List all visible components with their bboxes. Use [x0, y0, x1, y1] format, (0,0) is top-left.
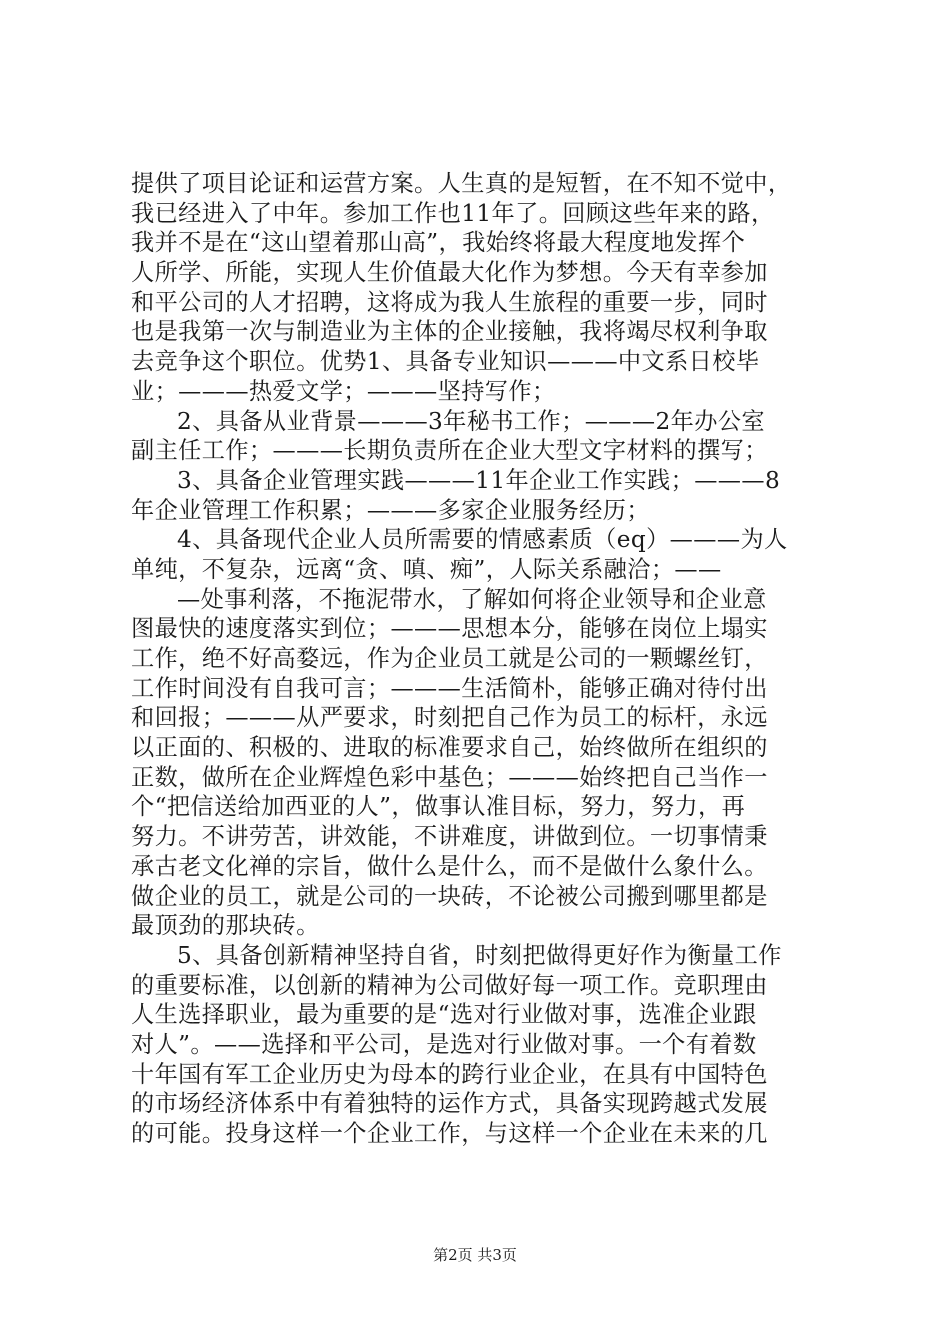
text-line: 人所学、所能，实现人生价值最大化作为梦想。今天有幸参加 [131, 259, 768, 287]
text-line: 和回报；———从严要求，时刻把自己作为员工的标杆，永远 [131, 704, 768, 732]
text-line: 工作，绝不好高婺远，作为企业员工就是公司的一颗螺丝钉， [131, 645, 768, 672]
text-line: 承古老文化禅的宗旨，做什么是什么，而不是做什么象什么。 [131, 852, 768, 880]
text-line: 和平公司的人才招聘，这将成为我人生旅程的重要一步，同时 [131, 288, 768, 316]
text-line: 提供了项目论证和运营方案。人生真的是短暂，在不知不觉中， [131, 170, 792, 197]
text-line: 人生选择职业，最为重要的是“选对行业做对事，选准企业跟 [131, 1001, 757, 1029]
text-line: 3、具备企业管理实践———11年企业工作实践；———8 [177, 466, 781, 494]
text-line: 副主任工作；———长期负责所在企业大型文字材料的撰写； [131, 437, 768, 465]
text-line: 也是我第一次与制造业为主体的企业接触，我将竭尽权利争取 [131, 318, 768, 346]
text-line: 年企业管理工作积累；———多家企业服务经历； [131, 496, 650, 524]
text-line: 2、具备从业背景———3年秘书工作；———2年办公室 [177, 407, 765, 435]
text-line: 做企业的员工，就是公司的一块砖，不论被公司搬到哪里都是 [131, 882, 768, 910]
text-line: 的可能。投身这样一个企业工作，与这样一个企业在未来的几 [131, 1120, 768, 1147]
text-line: 我并不是在“这山望着那山高”，我始终将最大程度地发挥个 [131, 229, 746, 257]
text-line: 的重要标准，以创新的精神为公司做好每一项工作。竞职理由 [131, 971, 768, 999]
text-line: 十年国有军工企业历史为母本的跨行业企业，在具有中国特色 [131, 1060, 768, 1088]
text-line: 以正面的、积极的、进取的标准要求自己，始终做所在组织的 [131, 734, 768, 762]
text-line: 去竞争这个职位。优势1、具备专业知识———中文系日校毕 [131, 348, 760, 376]
text-line: —处事利落，不拖泥带水，了解如何将企业领导和企业意 [177, 585, 767, 613]
text-line: 我已经进入了中年。参加工作也11年了。回顾这些年来的路， [131, 199, 775, 227]
text-line: 的市场经济体系中有着独特的运作方式，具备实现跨越式发展 [131, 1090, 768, 1118]
text-line: 努力。不讲劳苦，讲效能，不讲难度，讲做到位。一切事情秉 [131, 823, 768, 851]
page-footer: 第2页 共3页 [433, 1246, 517, 1264]
text-line: 对人”。——选择和平公司，是选对行业做对事。一个有着数 [131, 1030, 757, 1058]
text-line: 个“把信送给加西亚的人”，做事认准目标，努力，努力，再 [131, 793, 746, 821]
text-line: 5、具备创新精神坚持自省，时刻把做得更好作为衡量工作 [177, 941, 782, 969]
text-line: 单纯，不复杂，远离“贪、嗔、痴”，人际关系融洽；—— [131, 555, 722, 583]
text-line: 业；———热爱文学；———坚持写作； [131, 377, 556, 405]
text-line: 工作时间没有自我可言；———生活简朴，能够正确对待付出 [131, 674, 768, 702]
text-line: 4、具备现代企业人员所需要的情感素质（eq）———为人 [177, 526, 788, 554]
text-line: 最顶劲的那块砖。 [131, 912, 320, 940]
document-body [131, 169, 831, 1149]
text-line: 图最快的速度落实到位；———思想本分，能够在岗位上塌实 [131, 615, 768, 643]
text-line: 正数，做所在企业辉煌色彩中基色；———始终把自己当作一 [131, 763, 768, 791]
